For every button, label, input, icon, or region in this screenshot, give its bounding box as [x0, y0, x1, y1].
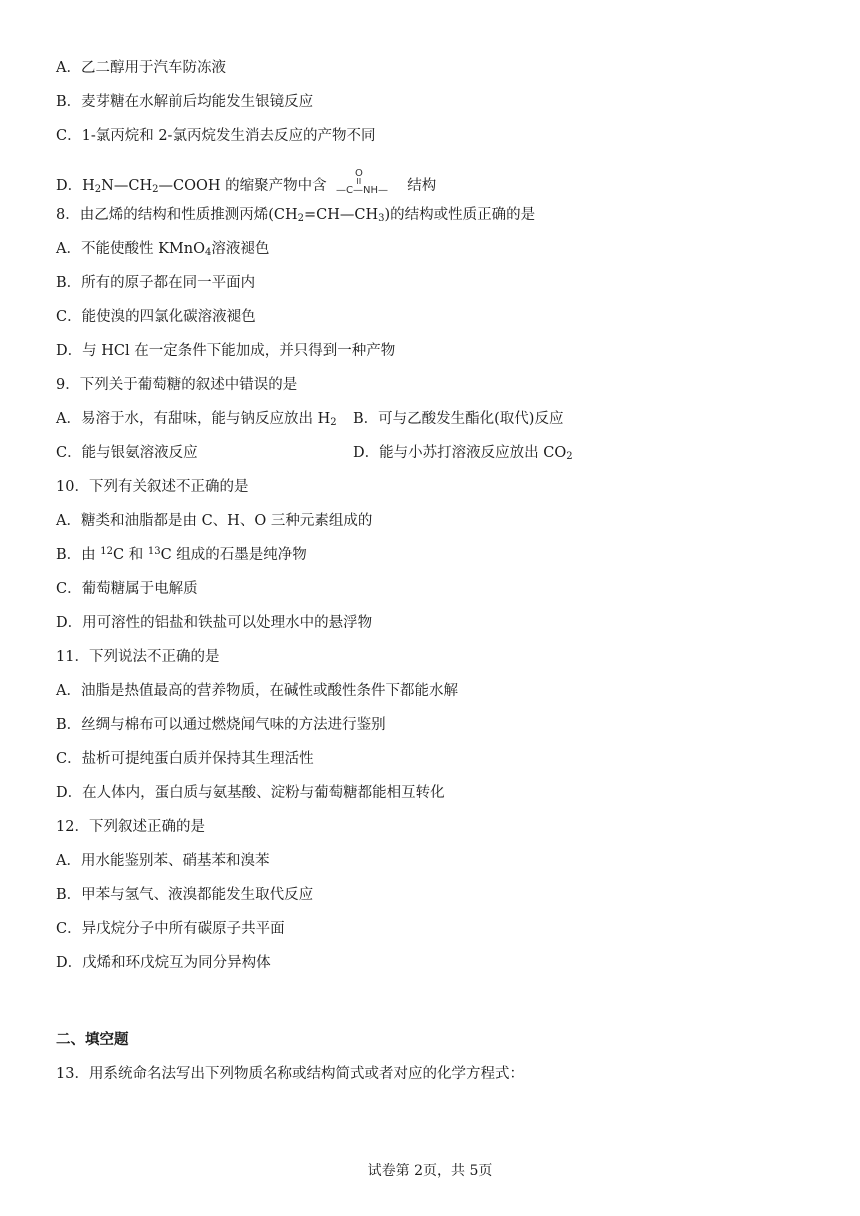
- q8-stem-text-2: =CH—CH: [304, 207, 379, 223]
- q10-option-a: A．糖类和油脂都是由 C、H、O 三种元素组成的: [56, 513, 373, 529]
- amide-structure-diagram: [334, 166, 404, 196]
- subscript: 2: [330, 417, 337, 428]
- subscript: 3: [378, 213, 385, 224]
- q10-b-text-2: C 和: [113, 547, 148, 563]
- q7-option-a: A．乙二醇用于汽车防冻液: [56, 60, 226, 76]
- q7-option-d: [56, 166, 436, 196]
- subscript: 2: [566, 451, 573, 462]
- q11-option-a: A．油脂是热值最高的营养物质，在碱性或酸性条件下都能水解: [56, 683, 458, 699]
- q7-d-text-3: —COOH 的缩聚产物中含: [158, 178, 327, 194]
- q8-option-b: B．所有的原子都在同一平面内: [56, 275, 256, 291]
- q8-stem-text-3: )的结构或性质正确的是: [384, 207, 536, 223]
- q11-option-c: C．盐析可提纯蛋白质并保持其生理活性: [56, 751, 314, 767]
- q10-option-c: C．葡萄糖属于电解质: [56, 581, 198, 597]
- q8-option-c: C．能使溴的四氯化碳溶液褪色: [56, 309, 256, 325]
- q7-d-text-1: D．H: [56, 178, 95, 194]
- q8-a-text-1: A．不能使酸性 KMnO: [56, 241, 205, 257]
- superscript: 12: [100, 546, 113, 557]
- q9-option-d: [353, 443, 573, 463]
- q8-option-d: D．与 HCl 在一定条件下能加成，并只得到一种产物: [56, 343, 396, 359]
- q9-option-b: B．可与乙酸发生酯化(取代)反应: [353, 411, 564, 427]
- q11-stem: 11．下列说法不正确的是: [56, 649, 220, 665]
- q9-a-text: A．易溶于水，有甜味，能与钠反应放出 H: [56, 411, 331, 427]
- q9-option-c: C．能与银氨溶液反应: [56, 445, 198, 461]
- q7-option-b: B．麦芽糖在水解前后均能发生银镜反应: [56, 94, 314, 110]
- q12-stem: 12．下列叙述正确的是: [56, 819, 205, 835]
- superscript: 13: [147, 546, 161, 557]
- amide-chain: —C—NH—: [336, 185, 389, 196]
- q10-option-d: D．用可溶性的铝盐和铁盐可以处理水中的悬浮物: [56, 615, 373, 631]
- q10-b-text-1: B．由: [56, 547, 101, 563]
- q12-option-a: A．用水能鉴别苯、硝基苯和溴苯: [56, 853, 270, 869]
- q8-stem: [56, 205, 535, 225]
- q12-option-c: C．异戊烷分子中所有碳原子共平面: [56, 921, 285, 937]
- q7-option-c: C．1-氯丙烷和 2-氯丙烷发生消去反应的产物不同: [56, 128, 376, 144]
- subscript: 2: [94, 184, 102, 195]
- page-footer: 试卷第 2页，共 5页: [367, 1163, 493, 1179]
- q10-option-b: [56, 545, 307, 565]
- q7-d-text-4: 结构: [407, 178, 437, 194]
- amide-oxygen: O: [355, 168, 364, 179]
- q11-option-d: D．在人体内，蛋白质与氨基酸、淀粉与葡萄糖都能相互转化: [56, 785, 445, 801]
- q12-option-b: B．甲苯与氢气、液溴都能发生取代反应: [56, 887, 314, 903]
- q13-stem: 13．用系统命名法写出下列物质名称或结构简式或者对应的化学方程式：: [56, 1066, 524, 1082]
- q8-option-a: [56, 239, 269, 259]
- q10-b-text-3: C 组成的石墨是纯净物: [160, 547, 307, 563]
- q10-stem: 10．下列有关叙述不正确的是: [56, 479, 249, 495]
- section-title: 二、填空题: [56, 1031, 129, 1048]
- q9-option-a: [56, 409, 337, 429]
- q9-stem: 9．下列关于葡萄糖的叙述中错误的是: [56, 377, 298, 393]
- q11-option-b: B．丝绸与棉布可以通过燃烧闻气味的方法进行鉴别: [56, 717, 386, 733]
- subscript: 2: [152, 184, 159, 195]
- q12-option-d: D．戊烯和环戊烷互为同分异构体: [56, 955, 271, 971]
- q8-stem-text-1: 8．由乙烯的结构和性质推测丙烯(CH: [56, 207, 298, 223]
- subscript: 4: [205, 247, 212, 258]
- q8-a-text-2: 溶液褪色: [211, 241, 270, 257]
- q7-d-text-2: N—CH: [101, 178, 153, 194]
- q9-d-text: D．能与小苏打溶液反应放出 CO: [353, 445, 567, 461]
- subscript: 2: [297, 213, 304, 224]
